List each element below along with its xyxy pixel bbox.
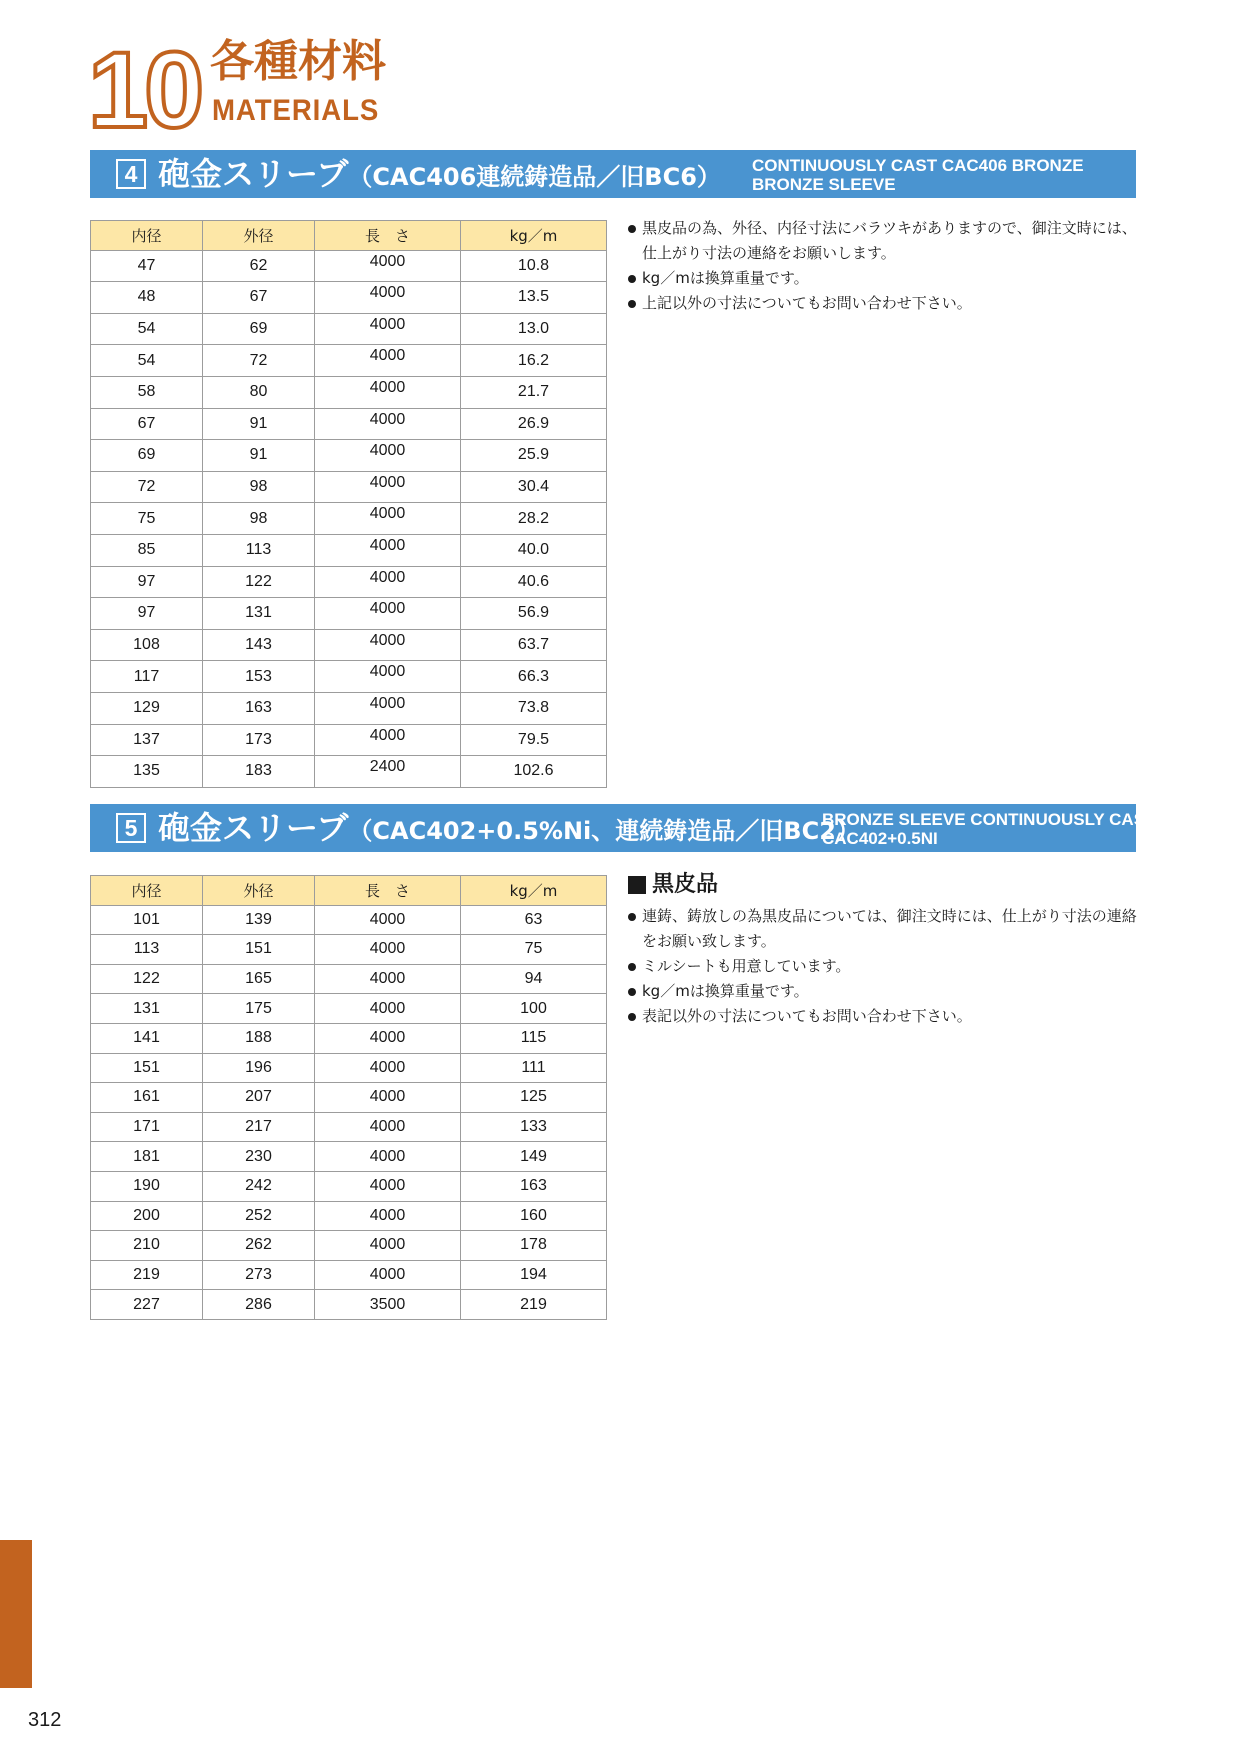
table-cell: 56.9: [461, 598, 607, 630]
table-cell: 67: [91, 408, 203, 440]
section-5-number: 5: [116, 813, 146, 843]
table-cell: 113: [91, 935, 203, 965]
table-cell: 40.0: [461, 534, 607, 566]
section-5-title-jp: 砲金スリーブ: [158, 809, 349, 847]
table-cell: 69: [91, 440, 203, 472]
table-header-row: [91, 221, 607, 251]
table-cell: 63.7: [461, 629, 607, 661]
table-row: [91, 345, 607, 377]
table-cell: 4000: [315, 905, 461, 935]
table-cell: 73.8: [461, 692, 607, 724]
table-cell: 4000: [315, 471, 461, 503]
table-row: [91, 1142, 607, 1172]
table-row: [91, 440, 607, 472]
section-5-spec-table: [90, 875, 607, 1320]
section-4-title-sub: （CAC406連続鋳造品／旧BC6）: [348, 163, 721, 191]
table-cell: 16.2: [461, 345, 607, 377]
table-cell: 48: [91, 282, 203, 314]
table-cell: 69: [203, 313, 315, 345]
table-cell: 4000: [315, 1231, 461, 1261]
table-row: [91, 1023, 607, 1053]
column-header: 長 さ: [315, 221, 461, 251]
table-cell: 200: [91, 1201, 203, 1231]
table-row: [91, 661, 607, 693]
table-header-row: [91, 876, 607, 906]
table-cell: 183: [203, 756, 315, 788]
notes-heading: [628, 870, 1138, 900]
table-cell: 4000: [315, 629, 461, 661]
column-header: 内径: [91, 221, 203, 251]
table-row: [91, 1231, 607, 1261]
table-cell: 163: [203, 692, 315, 724]
table-row: [91, 1171, 607, 1201]
table-row: [91, 282, 607, 314]
table-row: [91, 1290, 607, 1320]
table-cell: 131: [203, 598, 315, 630]
table-cell: 4000: [315, 376, 461, 408]
section-5-notes: [628, 870, 1138, 1029]
table-cell: 21.7: [461, 376, 607, 408]
table-cell: 63: [461, 905, 607, 935]
table-cell: 4000: [315, 1171, 461, 1201]
table-row: [91, 964, 607, 994]
table-cell: 91: [203, 408, 315, 440]
section-5-title: [158, 809, 860, 850]
notes-heading-text: 黒皮品: [652, 872, 719, 897]
table-row: [91, 935, 607, 965]
table-cell: 153: [203, 661, 315, 693]
table-row: [91, 994, 607, 1024]
table-row: [91, 1112, 607, 1142]
table-cell: 4000: [315, 282, 461, 314]
table-cell: 4000: [315, 250, 461, 282]
table-cell: 94: [461, 964, 607, 994]
table-cell: 62: [203, 250, 315, 282]
table-cell: 181: [91, 1142, 203, 1172]
table-cell: 4000: [315, 935, 461, 965]
table-row: [91, 905, 607, 935]
section-4-number: 4: [116, 159, 146, 189]
chapter-title-jp: 各種材料: [210, 36, 386, 87]
chapter-number: 10: [88, 29, 201, 150]
column-header: kg／m: [461, 876, 607, 906]
table-cell: 4000: [315, 1260, 461, 1290]
table-row: [91, 250, 607, 282]
table-cell: 242: [203, 1171, 315, 1201]
table-cell: 4000: [315, 598, 461, 630]
table-cell: 219: [461, 1290, 607, 1320]
table-cell: 141: [91, 1023, 203, 1053]
table-cell: 40.6: [461, 566, 607, 598]
table-cell: 161: [91, 1083, 203, 1113]
table-cell: 25.9: [461, 440, 607, 472]
table-cell: 4000: [315, 994, 461, 1024]
table-row: [91, 1053, 607, 1083]
table-cell: 4000: [315, 692, 461, 724]
table-cell: 54: [91, 313, 203, 345]
section-5-title-sub: （CAC402+0.5%Ni、連続鋳造品／旧BC2）: [348, 817, 860, 845]
table-cell: 210: [91, 1231, 203, 1261]
table-row: [91, 1260, 607, 1290]
table-cell: 137: [91, 724, 203, 756]
table-cell: 80: [203, 376, 315, 408]
section-4-title-en: [752, 156, 1084, 194]
table-cell: 131: [91, 994, 203, 1024]
section-4-spec-table: [90, 220, 607, 788]
table-cell: 13.5: [461, 282, 607, 314]
table-cell: 85: [91, 534, 203, 566]
table-cell: 108: [91, 629, 203, 661]
table-cell: 91: [203, 440, 315, 472]
section-4-title-jp: 砲金スリーブ: [158, 155, 349, 193]
table-cell: 139: [203, 905, 315, 935]
table-cell: 4000: [315, 1083, 461, 1113]
table-cell: 4000: [315, 724, 461, 756]
table-row: [91, 534, 607, 566]
note-item: 連鋳、鋳放しの為黒皮品については、御注文時には、仕上がり寸法の連絡をお願い致します。: [628, 904, 1138, 954]
section-4-notes: [628, 216, 1138, 316]
table-cell: 115: [461, 1023, 607, 1053]
table-cell: 122: [91, 964, 203, 994]
section-5-title-en: [822, 810, 1155, 848]
table-cell: 230: [203, 1142, 315, 1172]
table-cell: 100: [461, 994, 607, 1024]
column-header: 内径: [91, 876, 203, 906]
table-cell: 151: [91, 1053, 203, 1083]
table-cell: 135: [91, 756, 203, 788]
table-cell: 67: [203, 282, 315, 314]
table-row: [91, 313, 607, 345]
table-cell: 4000: [315, 503, 461, 535]
table-cell: 2400: [315, 756, 461, 788]
table-cell: 4000: [315, 661, 461, 693]
table-cell: 28.2: [461, 503, 607, 535]
table-cell: 194: [461, 1260, 607, 1290]
column-header: kg／m: [461, 221, 607, 251]
chapter-side-tab: [0, 1540, 32, 1688]
table-row: [91, 692, 607, 724]
table-cell: 10.8: [461, 250, 607, 282]
table-cell: 286: [203, 1290, 315, 1320]
table-cell: 111: [461, 1053, 607, 1083]
table-cell: 188: [203, 1023, 315, 1053]
table-cell: 4000: [315, 1053, 461, 1083]
table-row: [91, 724, 607, 756]
table-cell: 219: [91, 1260, 203, 1290]
table-cell: 175: [203, 994, 315, 1024]
table-row: [91, 1201, 607, 1231]
table-cell: 4000: [315, 964, 461, 994]
note-item: kg／mは換算重量です。: [628, 979, 1138, 1004]
column-header: 長 さ: [315, 876, 461, 906]
page-number: 312: [28, 1709, 62, 1731]
table-row: [91, 1083, 607, 1113]
table-cell: 4000: [315, 1142, 461, 1172]
table-cell: 273: [203, 1260, 315, 1290]
table-cell: 79.5: [461, 724, 607, 756]
section-5-title-en-line2: CAC402+0.5NI: [822, 829, 938, 848]
table-cell: 129: [91, 692, 203, 724]
section-4-title-en-line1: CONTINUOUSLY CAST CAC406 BRONZE: [752, 156, 1084, 175]
table-cell: 4000: [315, 313, 461, 345]
table-cell: 122: [203, 566, 315, 598]
table-cell: 66.3: [461, 661, 607, 693]
note-item: kg／mは換算重量です。: [628, 266, 1138, 291]
table-cell: 196: [203, 1053, 315, 1083]
table-cell: 4000: [315, 345, 461, 377]
table-row: [91, 629, 607, 661]
table-cell: 207: [203, 1083, 315, 1113]
table-cell: 113: [203, 534, 315, 566]
table-cell: 3500: [315, 1290, 461, 1320]
note-item: 上記以外の寸法についてもお問い合わせ下さい。: [628, 291, 1138, 316]
table-cell: 98: [203, 471, 315, 503]
table-cell: 4000: [315, 1112, 461, 1142]
note-item: 黒皮品の為、外径、内径寸法にバラツキがありますので、御注文時には、仕上がり寸法の連絡をお願いします。: [628, 216, 1138, 266]
section-5-title-en-line1: BRONZE SLEEVE CONTINUOUSLY CAST: [822, 810, 1156, 829]
table-cell: 133: [461, 1112, 607, 1142]
table-cell: 163: [461, 1171, 607, 1201]
table-cell: 47: [91, 250, 203, 282]
table-cell: 72: [203, 345, 315, 377]
section-4-title-en-line2: BRONZE SLEEVE: [752, 175, 896, 194]
table-cell: 252: [203, 1201, 315, 1231]
table-cell: 4000: [315, 1023, 461, 1053]
table-row: [91, 408, 607, 440]
chapter-title-en: MATERIALS: [212, 94, 380, 127]
table-cell: 54: [91, 345, 203, 377]
column-header: 外径: [203, 221, 315, 251]
section-5-title-bar: [90, 804, 1156, 852]
table-cell: 101: [91, 905, 203, 935]
table-cell: 97: [91, 598, 203, 630]
table-cell: 75: [461, 935, 607, 965]
table-cell: 72: [91, 471, 203, 503]
table-cell: 151: [203, 935, 315, 965]
table-cell: 217: [203, 1112, 315, 1142]
table-cell: 4000: [315, 1201, 461, 1231]
table-cell: 190: [91, 1171, 203, 1201]
table-cell: 143: [203, 629, 315, 661]
table-row: [91, 376, 607, 408]
section-4-title-bar: [90, 150, 1136, 198]
table-cell: 4000: [315, 566, 461, 598]
table-cell: 97: [91, 566, 203, 598]
table-cell: 262: [203, 1231, 315, 1261]
table-cell: 125: [461, 1083, 607, 1113]
table-cell: 58: [91, 376, 203, 408]
table-cell: 227: [91, 1290, 203, 1320]
table-cell: 102.6: [461, 756, 607, 788]
table-cell: 98: [203, 503, 315, 535]
table-cell: 4000: [315, 408, 461, 440]
table-cell: 117: [91, 661, 203, 693]
table-cell: 173: [203, 724, 315, 756]
table-cell: 75: [91, 503, 203, 535]
table-row: [91, 503, 607, 535]
table-row: [91, 598, 607, 630]
column-header: 外径: [203, 876, 315, 906]
table-cell: 4000: [315, 440, 461, 472]
table-cell: 178: [461, 1231, 607, 1261]
table-row: [91, 756, 607, 788]
section-4-title: [158, 155, 721, 196]
table-cell: 26.9: [461, 408, 607, 440]
table-row: [91, 566, 607, 598]
table-cell: 4000: [315, 534, 461, 566]
table-cell: 160: [461, 1201, 607, 1231]
note-item: 表記以外の寸法についてもお問い合わせ下さい。: [628, 1004, 1138, 1029]
table-cell: 171: [91, 1112, 203, 1142]
table-cell: 13.0: [461, 313, 607, 345]
note-item: ミルシートも用意しています。: [628, 954, 1138, 979]
table-cell: 149: [461, 1142, 607, 1172]
square-bullet-icon: [628, 876, 646, 894]
table-cell: 30.4: [461, 471, 607, 503]
table-row: [91, 471, 607, 503]
table-cell: 165: [203, 964, 315, 994]
